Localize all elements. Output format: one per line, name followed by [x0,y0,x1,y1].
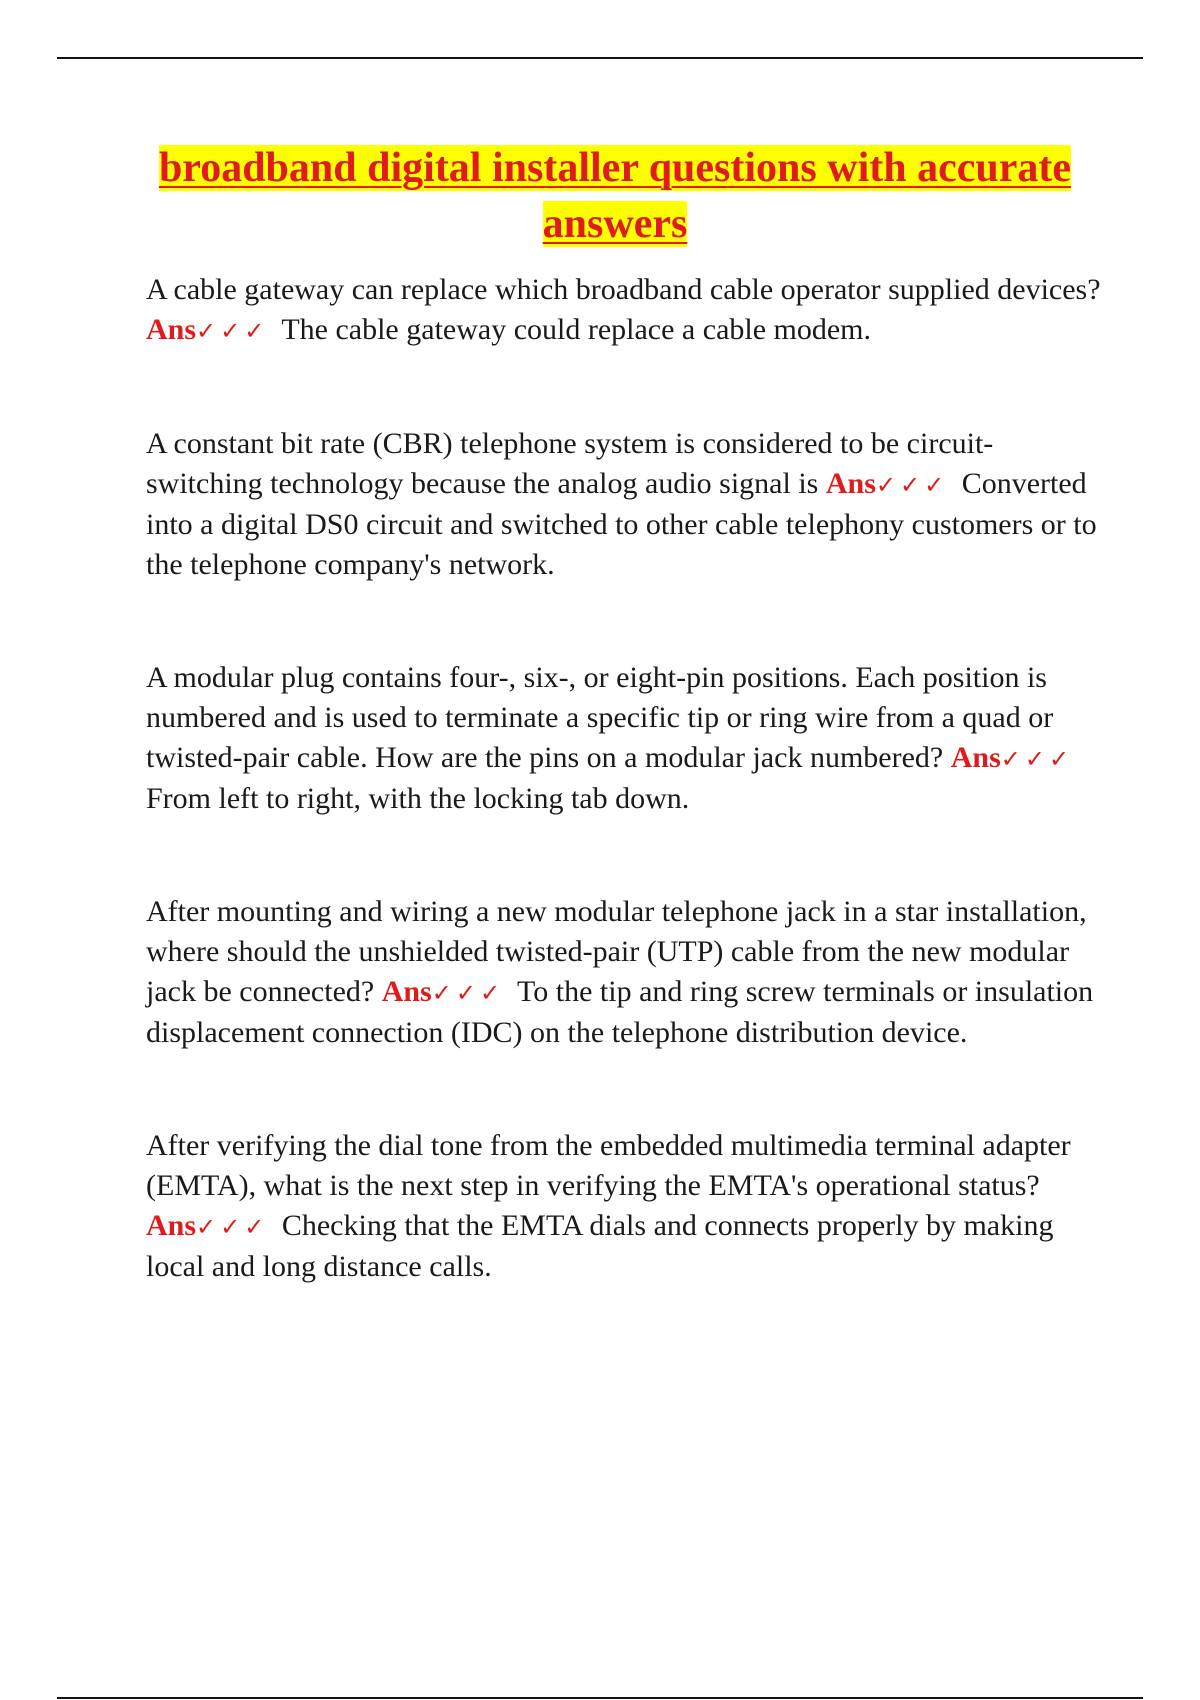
answer-label: Ans [950,741,1001,774]
bottom-rule [57,1697,1143,1699]
document-title-text: broadband digital installer questions with accurate answers [158,145,1072,247]
question-text: A modular plug contains four-, six-, or eight-pin positions. Each position is numbered and is used to terminate a specific tip or ring wire from a quad or twisted-pair cable. How are the pins on a modular jack numbered? [146,661,1054,774]
answer-text: From left to right, with the locking tab down. [146,782,690,815]
answer-label: Ans [825,467,876,500]
answer-label: Ans [146,313,197,346]
check-marks-icon: ✓✓✓ [431,979,505,1007]
check-marks-icon: ✓✓✓ [875,471,949,499]
qa-item [146,424,1106,585]
question-text: After mounting and wiring a new modular telephone jack in a star installation, where should the unshielded twisted-pair (UTP) cable from the new modular jack be connected? [146,895,1087,1008]
answer-text: To the tip and ring screw terminals or insulation displacement connection (IDC) on the telephone distribution device. [146,975,1094,1049]
answer-text: Checking that the EMTA dials and connects properly by making local and long distance calls. [146,1209,1054,1283]
qa-item [146,892,1106,1053]
qa-item [146,270,1106,351]
question-text: A cable gateway can replace which broadband cable operator supplied devices? [146,273,1101,306]
check-marks-icon: ✓✓✓ [196,317,269,345]
answer-text: The cable gateway could replace a cable modem. [281,313,872,346]
question-text: After verifying the dial tone from the embedded multimedia terminal adapter (EMTA), what is the next step in verifying the EMTA's operational status? [146,1129,1071,1202]
answer-label: Ans [146,1209,197,1242]
top-rule [57,57,1143,59]
answer-label: Ans [381,975,432,1008]
answer-text: Converted into a digital DS0 circuit and switched to other cable telephony customers or to the telephone company's network. [146,467,1097,581]
check-marks-icon: ✓✓✓ [1000,745,1074,773]
question-text: A constant bit rate (CBR) telephone system is considered to be circuit-switching technology because the analog audio signal is [146,427,994,500]
document-title [110,140,1120,252]
qa-item [146,1126,1106,1287]
check-marks-icon: ✓✓✓ [196,1213,269,1241]
qa-item [146,658,1106,819]
qa-list [146,270,1106,1287]
